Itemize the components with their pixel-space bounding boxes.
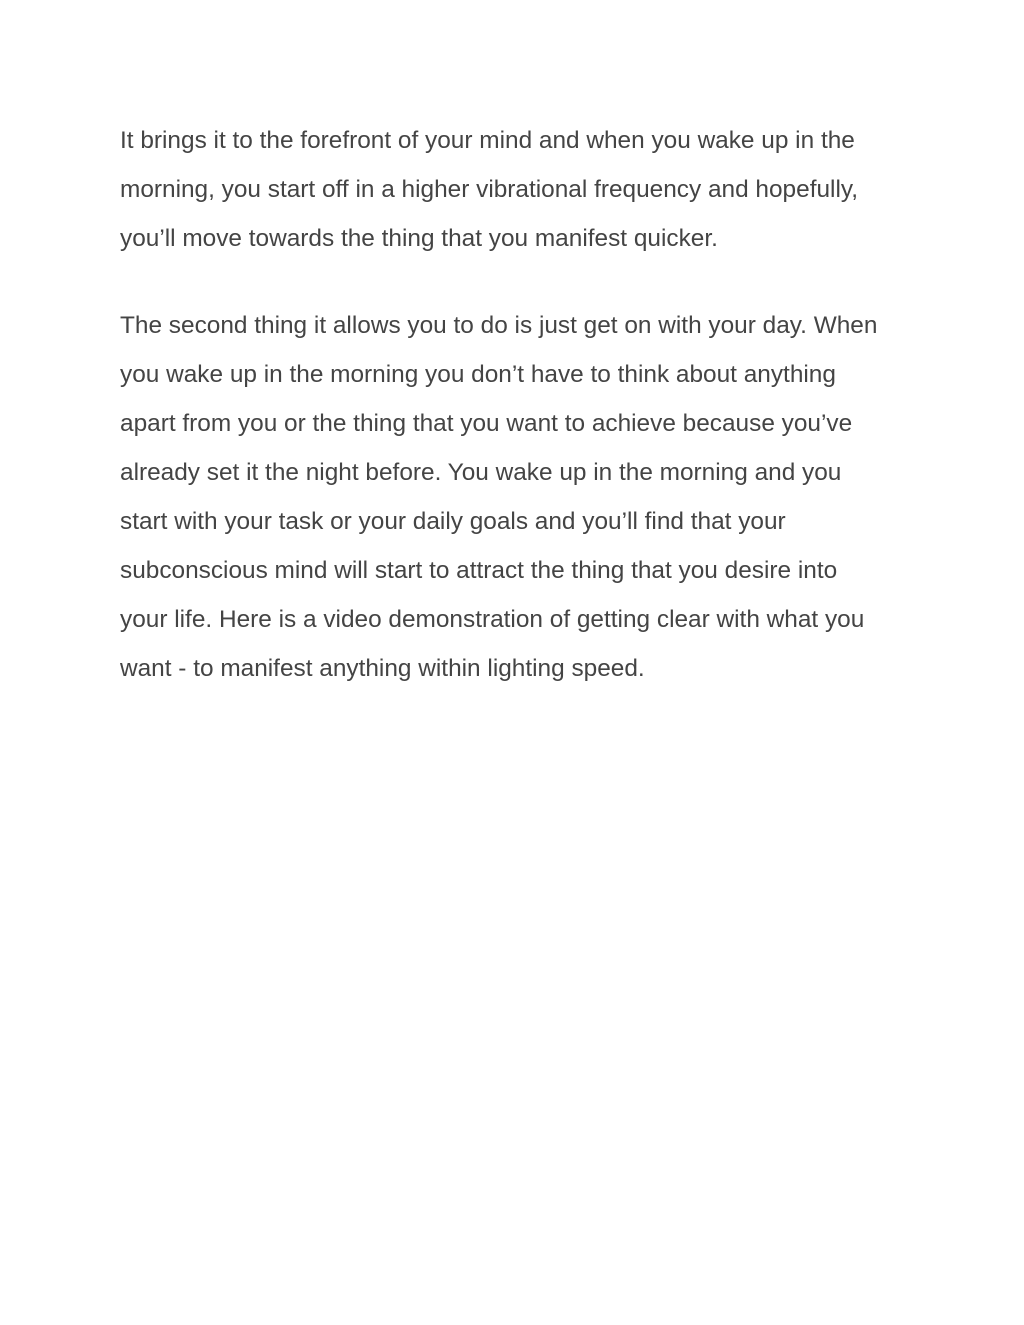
paragraph-line: want - to manifest anything within lighting speed. (120, 655, 645, 682)
paragraph-line: start with your task or your daily goals and you’ll find that your (120, 508, 786, 535)
paragraph-line: The second thing it allows you to do is just get on with your day. When (120, 312, 878, 339)
paragraph-line: you wake up in the morning you don’t have to think about anything (120, 361, 836, 388)
paragraph-1 (120, 116, 910, 263)
paragraph-line: It brings it to the forefront of your mind and when you wake up in the (120, 127, 855, 154)
paragraph-2 (120, 301, 910, 693)
paragraph-line: your life. Here is a video demonstration of getting clear with what you (120, 606, 865, 633)
document-body (120, 116, 910, 693)
paragraph-line: subconscious mind will start to attract the thing that you desire into (120, 557, 838, 584)
paragraph-line: apart from you or the thing that you want to achieve because you’ve (120, 410, 853, 437)
paragraph-line: already set it the night before. You wake up in the morning and you (120, 459, 842, 486)
paragraph-line: morning, you start off in a higher vibrational frequency and hopefully, (120, 176, 859, 203)
paragraph-line: you’ll move towards the thing that you manifest quicker. (120, 225, 718, 252)
